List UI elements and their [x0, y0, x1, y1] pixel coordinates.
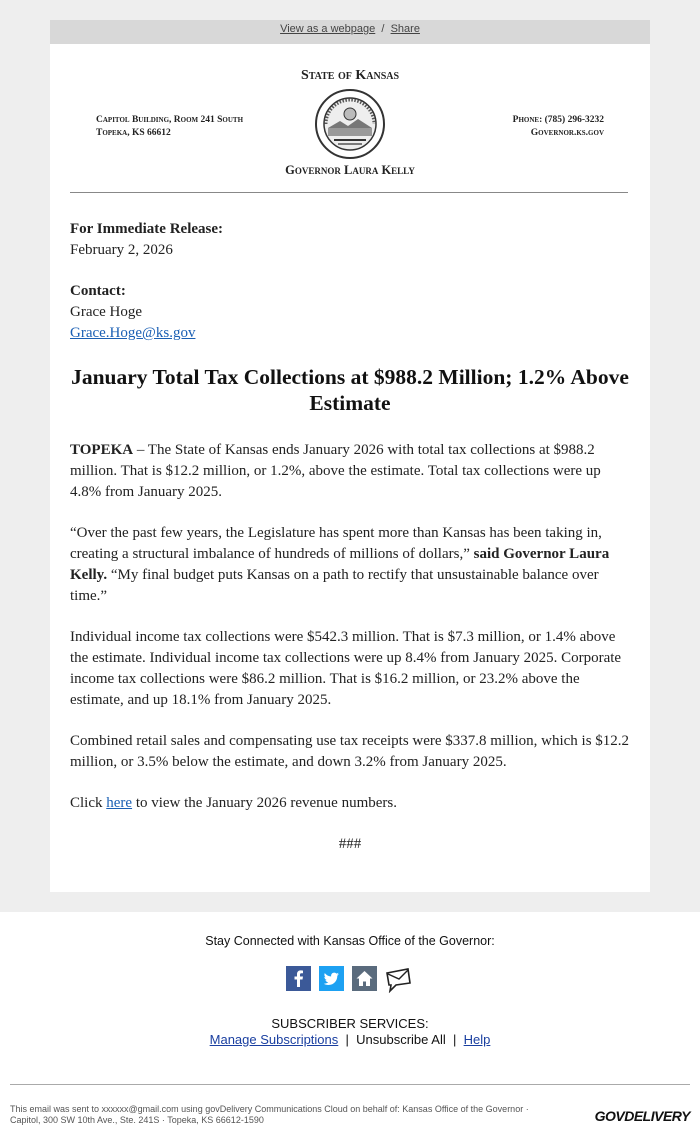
govdelivery-logo: GOVDELIVERY: [594, 1108, 690, 1124]
header-divider: [70, 192, 628, 193]
release-date: February 2, 2026: [70, 242, 173, 258]
share-link[interactable]: Share: [390, 23, 420, 35]
fine-print-line-2: Capitol, 300 SW 10th Ave., Ste. 241S · Topeka, KS 66612-1590: [10, 1115, 264, 1125]
email-card: [50, 44, 650, 892]
paragraph-5-post: to view the January 2026 revenue numbers.: [132, 795, 397, 811]
end-mark: ###: [338, 836, 362, 852]
release-label: For Immediate Release:: [70, 221, 224, 237]
social-icons: [286, 966, 416, 994]
paragraph-5-pre: Click: [70, 795, 107, 811]
paragraph-1: [70, 440, 630, 503]
top-bar: [50, 20, 650, 45]
address-line-2: Topeka, KS 66612: [96, 128, 171, 138]
paragraph-5: [70, 793, 630, 814]
unsubscribe-all-link[interactable]: Unsubscribe All: [356, 1032, 446, 1047]
topbar-separator: /: [381, 23, 385, 35]
headline: January Total Tax Collections at $988.2 Million; 1.2% Above Estimate: [71, 365, 629, 415]
manage-subscriptions-link[interactable]: Manage Subscriptions: [209, 1032, 339, 1047]
help-link[interactable]: Help: [463, 1032, 491, 1047]
quote-part-1: “Over the past few years, the Legislature has spent more than Kansas has been taking in, creating a structural imbalance of hundreds of millions of dollars,”: [70, 525, 602, 562]
home-icon[interactable]: [352, 966, 377, 991]
fine-print: [10, 1104, 590, 1126]
email-icon[interactable]: [385, 966, 412, 991]
twitter-icon[interactable]: [319, 966, 344, 991]
footer-separator-1: |: [345, 1032, 349, 1047]
kansas-seal-icon: [314, 88, 386, 160]
quote-part-2: “My final budget puts Kansas on a path to rectify that unsustainable balance over time.”: [70, 567, 599, 604]
website: Governor.ks.gov: [530, 128, 604, 138]
letterhead-address: [96, 114, 243, 140]
subscriber-services: [0, 1016, 700, 1048]
view-as-webpage-link[interactable]: View as a webpage: [280, 23, 376, 35]
governor-name: Governor Laura Kelly: [285, 163, 415, 177]
contact-name: Grace Hoge: [70, 304, 143, 320]
revenue-numbers-link[interactable]: here: [106, 795, 133, 811]
subscriber-services-label: SUBSCRIBER SERVICES:: [271, 1016, 429, 1031]
contact-label: Contact:: [70, 283, 126, 299]
letterhead-contact: [513, 114, 604, 140]
release-body: [70, 219, 630, 875]
phone-number: Phone: (785) 296-3232: [512, 115, 604, 125]
paragraph-3: Individual income tax collections were $542.3 million. That is $7.3 million, or 1.4% above the estimate. Individual income tax collections were up 8.4% from January 2025. Corporate income tax collections were $86.2 million. That is $16.2 million, or 23.2% above the estimate, and up 18.1% from January 2025.: [70, 629, 622, 708]
footer: [0, 912, 700, 1137]
fine-print-line-1: This email was sent to xxxxxx@gmail.com using govDelivery Communications Cloud on behalf of: Kansas Office of the Governor ·: [10, 1104, 529, 1114]
footer-divider: [10, 1084, 690, 1085]
paragraph-1-text: – The State of Kansas ends January 2026 with total tax collections at $988.2 million. That is $12.2 million, or 1.2%, above the estimate. Total tax collections were up 4.8% from January 2025.: [70, 442, 601, 500]
paragraph-4: Combined retail sales and compensating use tax receipts were $337.8 million, which is $12.2 million, or 3.5% below the estimate, and down 3.2% from January 2025.: [70, 733, 630, 770]
quote-attribution: said Governor Laura Kelly.: [70, 546, 610, 583]
facebook-icon[interactable]: [286, 966, 311, 991]
contact-email-link[interactable]: Grace.Hoge@ks.gov: [70, 325, 196, 341]
paragraph-2: [70, 523, 630, 607]
address-line-1: Capitol Building, Room 241 South: [96, 115, 244, 125]
footer-separator-2: |: [452, 1032, 457, 1047]
letterhead-title: State of Kansas: [300, 68, 400, 83]
dateline: TOPEKA: [70, 442, 134, 458]
stay-connected-text: Stay Connected with Kansas Office of the Governor:: [205, 934, 495, 948]
